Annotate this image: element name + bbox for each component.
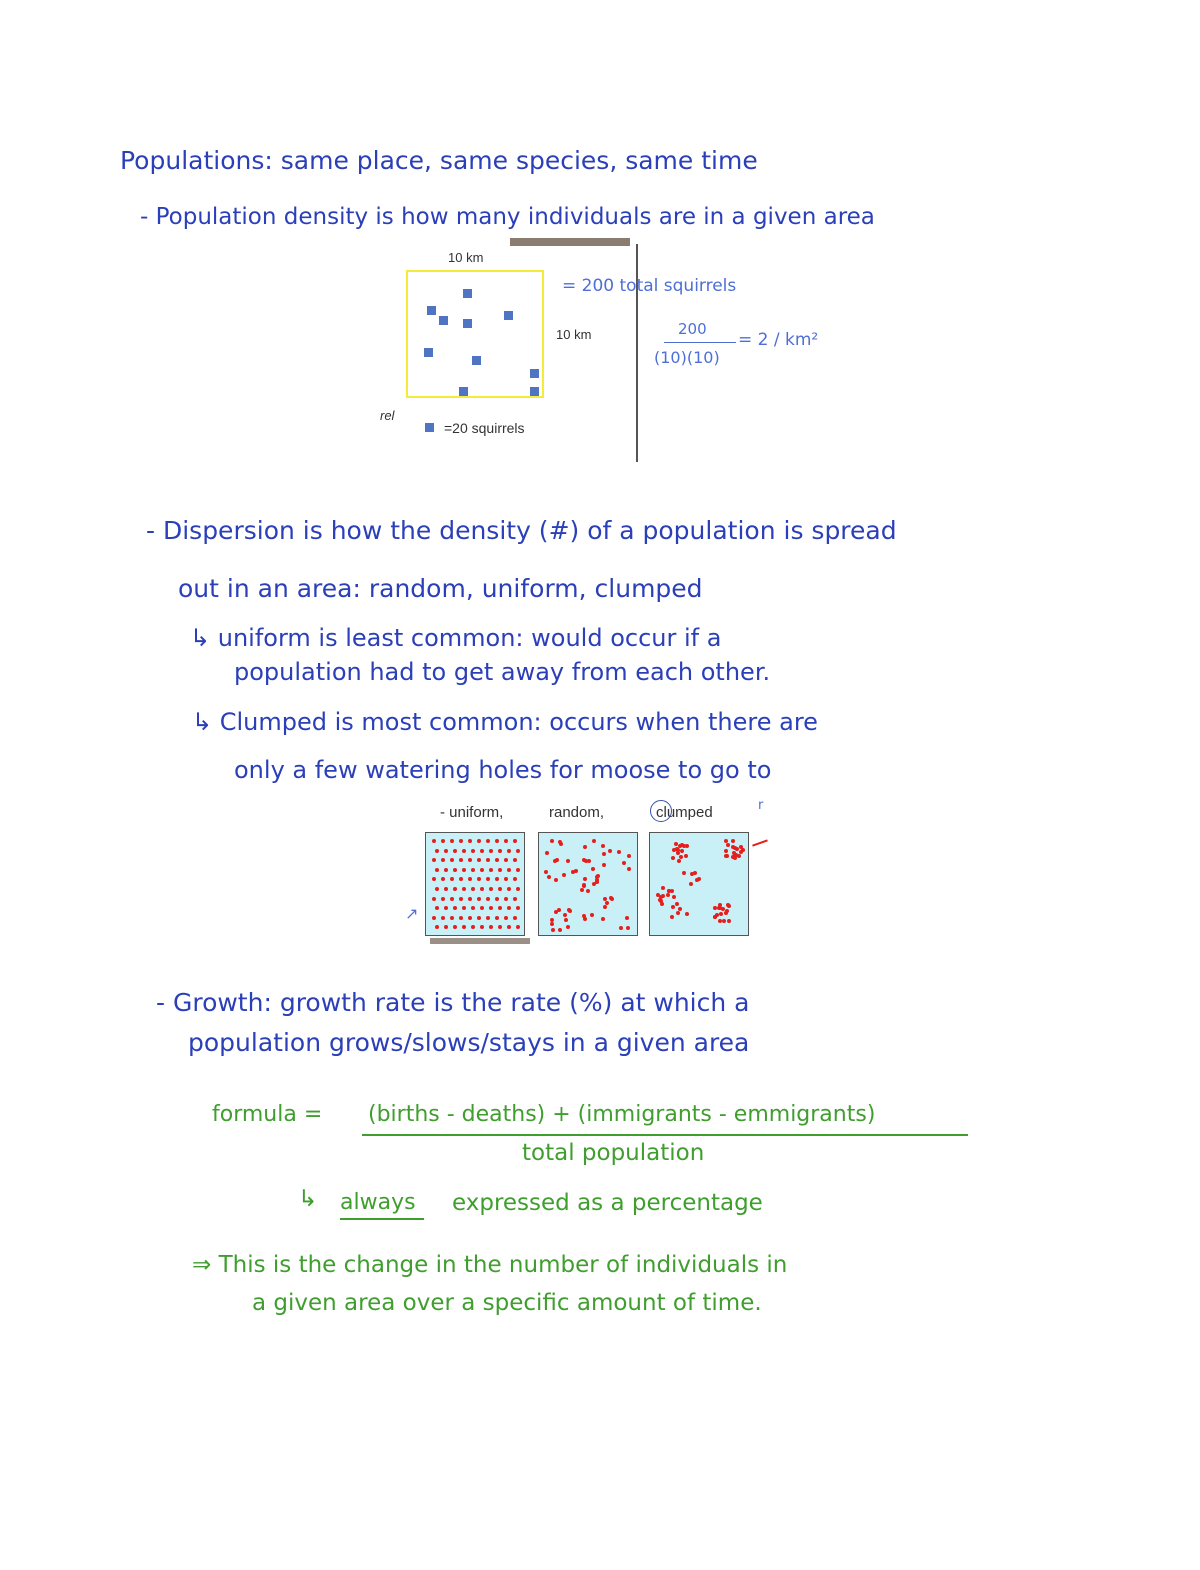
population-dot xyxy=(495,877,499,881)
arrow-mark: ↗ xyxy=(405,904,419,923)
fraction-numerator: 200 xyxy=(678,320,707,338)
squirrel-marker xyxy=(459,387,468,396)
uniform-line-2: population had to get away from each other. xyxy=(234,658,771,686)
squirrel-marker xyxy=(530,387,539,396)
population-dot xyxy=(495,858,499,862)
population-dot xyxy=(471,925,475,929)
population-dot xyxy=(583,845,587,849)
density-definition: - Population density is how many individuals are in a given area xyxy=(140,204,875,230)
population-dot xyxy=(656,893,660,897)
population-dot xyxy=(504,897,508,901)
red-mark xyxy=(752,839,768,846)
population-dot xyxy=(682,844,686,848)
population-dot xyxy=(444,925,448,929)
formula-label: formula = xyxy=(212,1102,323,1127)
population-dot xyxy=(547,875,551,879)
population-dot xyxy=(441,897,445,901)
population-dot xyxy=(719,912,723,916)
population-dot xyxy=(550,922,554,926)
population-dot xyxy=(566,859,570,863)
population-dot xyxy=(453,906,457,910)
population-dot xyxy=(459,916,463,920)
population-dot xyxy=(625,916,629,920)
legend-marker xyxy=(425,423,434,432)
corner-label: rel xyxy=(380,408,395,423)
population-dot xyxy=(675,902,679,906)
population-dot xyxy=(477,897,481,901)
population-dot xyxy=(489,925,493,929)
population-dot xyxy=(678,907,682,911)
photo-edge xyxy=(430,938,530,944)
population-dot xyxy=(566,925,570,929)
uniform-panel xyxy=(425,832,525,936)
population-dot xyxy=(498,868,502,872)
population-dot xyxy=(486,916,490,920)
population-dot xyxy=(462,925,466,929)
population-dot xyxy=(471,887,475,891)
population-dot xyxy=(590,913,594,917)
population-dot xyxy=(582,883,586,887)
population-dot xyxy=(450,839,454,843)
population-dot xyxy=(468,839,472,843)
population-dot xyxy=(586,889,590,893)
population-dot xyxy=(558,928,562,932)
squirrel-area-box xyxy=(406,270,544,398)
population-dot xyxy=(551,928,555,932)
population-dot xyxy=(444,849,448,853)
growth-line-1: - Growth: growth rate is the rate (%) at which a xyxy=(156,988,750,1017)
population-dot xyxy=(477,858,481,862)
population-dot xyxy=(480,849,484,853)
population-dot xyxy=(468,877,472,881)
population-dot xyxy=(516,906,520,910)
conclusion-line-1: ⇒ This is the change in the number of individuals in xyxy=(192,1252,788,1278)
population-dot xyxy=(603,905,607,909)
population-dot xyxy=(602,852,606,856)
note-always: always xyxy=(340,1190,416,1215)
dispersion-line-1: - Dispersion is how the density (#) of a population is spread xyxy=(146,516,897,545)
population-dot xyxy=(468,916,472,920)
population-dot xyxy=(507,849,511,853)
squirrel-marker xyxy=(504,311,513,320)
population-dot xyxy=(660,902,664,906)
population-dot xyxy=(661,886,665,890)
population-dot xyxy=(498,887,502,891)
population-dot xyxy=(441,858,445,862)
population-dot xyxy=(441,839,445,843)
squirrel-marker xyxy=(472,356,481,365)
population-dot xyxy=(432,897,436,901)
side-km-label: 10 km xyxy=(556,327,592,342)
population-dot xyxy=(602,863,606,867)
population-dot xyxy=(477,916,481,920)
population-dot xyxy=(504,916,508,920)
circle-annotation xyxy=(650,800,672,822)
population-dot xyxy=(731,839,735,843)
population-dot xyxy=(583,877,587,881)
population-dot xyxy=(432,877,436,881)
population-dot xyxy=(441,877,445,881)
formula-denominator: total population xyxy=(522,1140,705,1166)
population-dot xyxy=(516,887,520,891)
population-dot xyxy=(562,873,566,877)
population-dot xyxy=(459,839,463,843)
population-dot xyxy=(471,906,475,910)
population-dot xyxy=(726,843,730,847)
note-arrow: ↳ xyxy=(298,1186,318,1212)
population-dot xyxy=(477,877,481,881)
population-dot xyxy=(432,858,436,862)
uniform-label: - uniform, xyxy=(440,804,504,821)
population-dot xyxy=(441,916,445,920)
population-dot xyxy=(564,918,568,922)
population-dot xyxy=(608,849,612,853)
population-dot xyxy=(516,925,520,929)
note-rest: expressed as a percentage xyxy=(452,1190,763,1216)
population-dot xyxy=(444,868,448,872)
population-dot xyxy=(554,878,558,882)
population-dot xyxy=(583,917,587,921)
population-dot xyxy=(671,905,675,909)
growth-line-2: population grows/slows/stays in a given area xyxy=(188,1028,750,1057)
population-dot xyxy=(480,906,484,910)
population-dot xyxy=(601,917,605,921)
fraction-result: = 2 / km² xyxy=(738,330,819,350)
photo-edge xyxy=(510,238,630,246)
population-dot xyxy=(468,858,472,862)
population-dot xyxy=(480,925,484,929)
population-dot xyxy=(486,839,490,843)
population-dot xyxy=(513,858,517,862)
population-dot xyxy=(450,897,454,901)
population-dot xyxy=(450,916,454,920)
population-dot xyxy=(498,849,502,853)
population-dot xyxy=(489,849,493,853)
population-dot xyxy=(617,850,621,854)
clumped-line-1: ↳ Clumped is most common: occurs when there are xyxy=(192,708,818,736)
dispersion-line-2: out in an area: random, uniform, clumped xyxy=(178,574,703,603)
fraction-bar xyxy=(664,342,736,343)
population-dot xyxy=(495,839,499,843)
population-dot xyxy=(713,915,717,919)
population-dot xyxy=(627,867,631,871)
population-dot xyxy=(435,849,439,853)
clumped-panel xyxy=(649,832,749,936)
population-dot xyxy=(677,859,681,863)
population-dot xyxy=(571,870,575,874)
population-dot xyxy=(480,868,484,872)
population-dot xyxy=(554,910,558,914)
population-dot xyxy=(432,839,436,843)
population-dot xyxy=(666,893,670,897)
population-dot xyxy=(489,887,493,891)
population-dot xyxy=(453,887,457,891)
population-dot xyxy=(684,854,688,858)
population-dot xyxy=(453,925,457,929)
population-dot xyxy=(450,877,454,881)
population-dot xyxy=(495,897,499,901)
always-underline xyxy=(340,1218,424,1220)
population-dot xyxy=(672,895,676,899)
population-dot xyxy=(722,919,726,923)
population-dot xyxy=(453,868,457,872)
population-dot xyxy=(595,880,599,884)
population-dot xyxy=(507,925,511,929)
population-dot xyxy=(690,872,694,876)
population-dot xyxy=(724,849,728,853)
population-dot xyxy=(480,887,484,891)
population-dot xyxy=(453,849,457,853)
population-dot xyxy=(462,849,466,853)
formula-numerator: (births - deaths) + (immigrants - emmigrants) xyxy=(368,1102,876,1127)
population-dot xyxy=(489,906,493,910)
population-dot xyxy=(507,906,511,910)
population-dot xyxy=(504,877,508,881)
population-dot xyxy=(605,901,609,905)
population-dot xyxy=(689,882,693,886)
population-dot xyxy=(591,867,595,871)
squirrel-marker xyxy=(424,348,433,357)
population-dot xyxy=(544,870,548,874)
population-dot xyxy=(627,854,631,858)
heading-populations: Populations: same place, same species, same time xyxy=(120,146,758,175)
legend-label: =20 squirrels xyxy=(444,420,525,436)
population-dot xyxy=(555,858,559,862)
squirrel-marker xyxy=(463,319,472,328)
population-dot xyxy=(676,911,680,915)
population-dot xyxy=(450,858,454,862)
population-dot xyxy=(670,889,674,893)
population-dot xyxy=(513,839,517,843)
population-dot xyxy=(498,906,502,910)
squirrel-marker xyxy=(439,316,448,325)
population-dot xyxy=(725,909,729,913)
population-dot xyxy=(462,906,466,910)
population-dot xyxy=(486,877,490,881)
population-dot xyxy=(697,877,701,881)
population-dot xyxy=(507,868,511,872)
random-panel xyxy=(538,832,638,936)
population-dot xyxy=(435,868,439,872)
population-dot xyxy=(516,868,520,872)
population-dot xyxy=(603,897,607,901)
population-dot xyxy=(670,915,674,919)
population-dot xyxy=(435,925,439,929)
population-dot xyxy=(504,839,508,843)
population-dot xyxy=(545,851,549,855)
population-dot xyxy=(601,844,605,848)
population-dot xyxy=(567,908,571,912)
population-dot xyxy=(680,849,684,853)
population-dot xyxy=(726,903,730,907)
population-dot xyxy=(486,897,490,901)
squirrel-marker xyxy=(463,289,472,298)
population-dot xyxy=(477,839,481,843)
population-dot xyxy=(459,897,463,901)
clumped-suffix: r xyxy=(758,798,764,813)
population-dot xyxy=(471,868,475,872)
population-dot xyxy=(741,848,745,852)
population-dot xyxy=(489,868,493,872)
population-dot xyxy=(619,926,623,930)
population-dot xyxy=(486,858,490,862)
population-dot xyxy=(685,912,689,916)
population-dot xyxy=(671,856,675,860)
population-dot xyxy=(504,858,508,862)
population-dot xyxy=(563,913,567,917)
population-dot xyxy=(609,896,613,900)
population-dot xyxy=(513,877,517,881)
population-dot xyxy=(459,858,463,862)
population-dot xyxy=(507,887,511,891)
squirrel-marker xyxy=(427,306,436,315)
squirrel-marker xyxy=(530,369,539,378)
population-dot xyxy=(550,839,554,843)
population-dot xyxy=(626,926,630,930)
population-dot xyxy=(462,887,466,891)
clumped-line-2: only a few watering holes for moose to go to xyxy=(234,756,772,784)
population-dot xyxy=(495,916,499,920)
population-dot xyxy=(498,925,502,929)
population-dot xyxy=(622,861,626,865)
population-dot xyxy=(661,894,665,898)
population-dot xyxy=(513,897,517,901)
population-dot xyxy=(435,887,439,891)
population-dot xyxy=(713,906,717,910)
conclusion-line-2: a given area over a specific amount of time. xyxy=(252,1290,762,1316)
total-squirrels-note: = 200 total squirrels xyxy=(562,276,737,296)
uniform-line-1: ↳ uniform is least common: would occur if a xyxy=(190,624,722,652)
clumped-label: clumped xyxy=(656,804,713,821)
population-dot xyxy=(462,868,466,872)
population-dot xyxy=(725,854,729,858)
population-dot xyxy=(444,887,448,891)
formula-fraction-bar xyxy=(362,1134,968,1136)
population-dot xyxy=(459,877,463,881)
population-dot xyxy=(444,906,448,910)
population-dot xyxy=(513,916,517,920)
top-km-label: 10 km xyxy=(448,250,484,265)
population-dot xyxy=(468,897,472,901)
population-dot xyxy=(682,871,686,875)
population-dot xyxy=(471,849,475,853)
random-label: random, xyxy=(549,804,605,821)
population-dot xyxy=(580,888,584,892)
population-dot xyxy=(435,906,439,910)
fraction-denominator: (10)(10) xyxy=(654,348,720,367)
population-dot xyxy=(432,916,436,920)
population-dot xyxy=(592,839,596,843)
population-dot xyxy=(516,849,520,853)
population-dot xyxy=(727,919,731,923)
